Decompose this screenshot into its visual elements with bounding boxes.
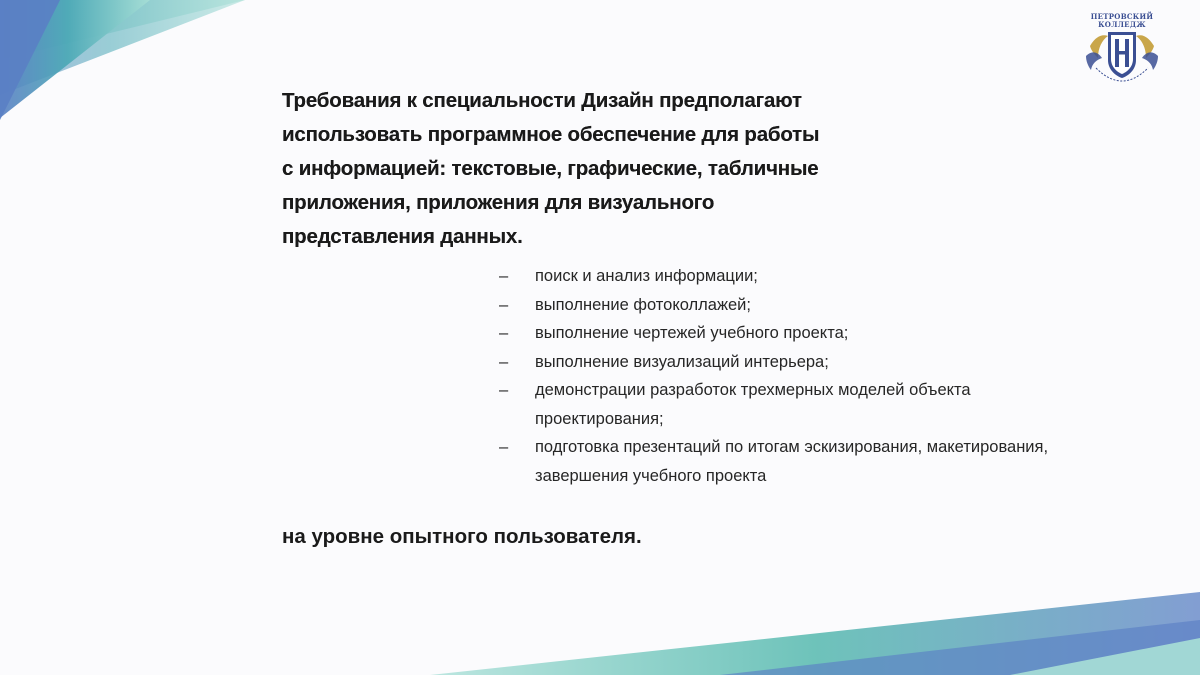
logo-emblem-icon	[1082, 8, 1162, 92]
lead-line: использовать программное обеспечение для работы	[282, 123, 820, 146]
lead-line: Требования к специальности Дизайн предполагают	[282, 89, 802, 112]
list-item-text: подготовка презентаций по итогам эскизирования, макетирования, завершения учебного проекта	[535, 438, 1049, 485]
college-logo	[1082, 8, 1162, 92]
list-item-text: поиск и анализ информации;	[535, 267, 758, 285]
top-left-ribbon	[0, 0, 245, 120]
dash-bullet: –	[499, 438, 509, 456]
list-item	[497, 376, 1015, 433]
list-item-text: демонстрации разработок трехмерных моделей объекта проектирования;	[535, 381, 971, 428]
dash-bullet: –	[499, 324, 509, 342]
list-item-text: выполнение фотоколлажей;	[535, 295, 751, 314]
list-item	[497, 433, 1075, 490]
dash-bullet: –	[499, 267, 509, 285]
bottom-right-ribbon	[430, 592, 1200, 675]
lead-line: с информацией: текстовые, графические, табличные	[282, 157, 819, 180]
lead-line: приложения, приложения для визуального	[282, 191, 715, 214]
lead-paragraph	[282, 84, 882, 254]
list-item-text: выполнение чертежей учебного проекта;	[535, 324, 849, 342]
logo-title-line2: КОЛЛЕДЖ	[1098, 20, 1146, 29]
list-item-text: выполнение визуализаций интерьера;	[535, 352, 829, 371]
dash-bullet: –	[499, 381, 509, 399]
logo-title-line1: ПЕТРОВСКИЙ	[1090, 12, 1154, 21]
software-usage-list	[497, 262, 1057, 490]
dash-bullet: –	[499, 295, 509, 314]
closing-line: на уровне опытного пользователя.	[282, 525, 642, 548]
lead-line: представления данных.	[282, 225, 523, 248]
list-item	[497, 319, 1057, 348]
list-item	[497, 262, 1057, 291]
list-item	[497, 348, 1057, 377]
dash-bullet: –	[499, 352, 509, 371]
list-item	[497, 291, 1057, 320]
